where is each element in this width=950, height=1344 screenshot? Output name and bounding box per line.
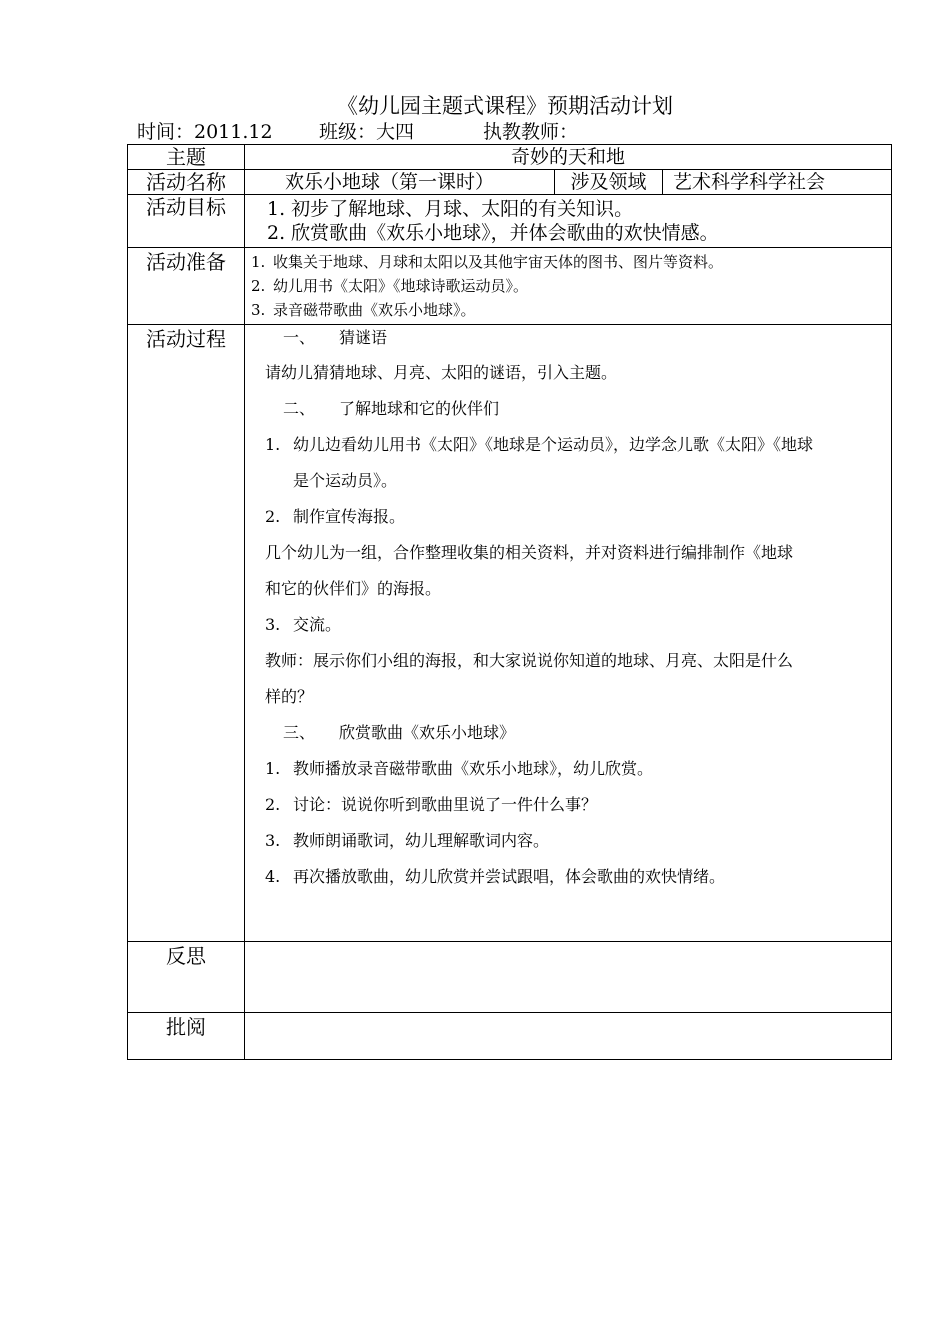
row-review — [128, 1013, 892, 1060]
process-item-continued: 是个运动员》。 — [293, 471, 398, 490]
process-item: 1. 教师播放录音磁带歌曲《欢乐小地球》，幼儿欣赏。 — [265, 759, 654, 778]
goals-label: 活动目标 — [128, 195, 245, 248]
prep-item: 1. 收集关于地球、月球和太阳以及其他宇宙天体的图书、图片等资料。 — [251, 253, 724, 271]
process-item: 2. 讨论：说说你听到歌曲里说了一件什么事？ — [265, 795, 598, 814]
process-item: 3. 教师朗诵歌词，幼儿理解歌词内容。 — [265, 831, 550, 850]
activity-name-value: 欢乐小地球（第一课时） — [245, 170, 555, 195]
process-item: 4. 再次播放歌曲，幼儿欣赏并尝试跟唱，体会歌曲的欢快情绪。 — [265, 867, 726, 886]
goals-cell — [245, 195, 892, 248]
process-text: 教师：展示你们小组的海报，和大家说说你知道的地球、月亮、太阳是什么 — [265, 651, 794, 670]
preparation-label: 活动准备 — [128, 248, 245, 325]
process-label: 活动过程 — [128, 325, 245, 942]
prep-item: 3. 录音磁带歌曲《欢乐小地球》。 — [251, 301, 476, 319]
row-preparation — [128, 248, 892, 325]
row-activity-name — [128, 170, 892, 195]
reflection-cell — [245, 942, 892, 1013]
theme-label: 主题 — [128, 145, 245, 170]
domain-label: 涉及领域 — [555, 170, 663, 195]
row-goals — [128, 195, 892, 248]
theme-value: 奇妙的天和地 — [245, 145, 892, 170]
preparation-cell — [245, 248, 892, 325]
page-title: 《幼儿园主题式课程》预期活动计划 — [337, 94, 673, 118]
domain-value: 艺术科学科学社会 — [663, 170, 892, 195]
row-theme — [128, 145, 892, 170]
process-item: 2. 制作宣传海报。 — [265, 507, 406, 526]
activity-name-label: 活动名称 — [128, 170, 245, 195]
process-cell — [245, 325, 892, 942]
goal-item: 2. 欣赏歌曲《欢乐小地球》，并体会歌曲的欢快情感。 — [267, 222, 719, 244]
meta-line — [137, 120, 578, 144]
process-text: 和它的伙伴们》的海报。 — [265, 579, 442, 598]
process-text: 几个幼儿为一组，合作整理收集的相关资料，并对资料进行编排制作《地球 — [265, 543, 794, 562]
activity-plan-table — [127, 144, 892, 1060]
process-item: 3. 交流。 — [265, 615, 342, 634]
process-section-2: 二、 了解地球和它的伙伴们 — [283, 399, 500, 418]
process-section-1: 一、 猜谜语 — [283, 328, 388, 347]
review-cell — [245, 1013, 892, 1060]
process-text: 请幼儿猜猜地球、月亮、太阳的谜语，引入主题。 — [265, 363, 618, 382]
goal-item: 1. 初步了解地球、月球、太阳的有关知识。 — [267, 198, 634, 220]
row-reflection — [128, 942, 892, 1013]
process-item: 1. 幼儿边看幼儿用书《太阳》《地球是个运动员》，边学念儿歌《太阳》《地球 — [265, 435, 814, 454]
process-text: 样的？ — [265, 687, 314, 706]
process-section-3: 三、 欣赏歌曲《欢乐小地球》 — [283, 723, 516, 742]
meta-time: 时间：2011.12 — [137, 121, 273, 143]
meta-teacher: 执教教师： — [483, 121, 579, 143]
meta-class: 班级：大四 — [319, 121, 415, 143]
prep-item: 2. 幼儿用书《太阳》《地球诗歌运动员》。 — [251, 277, 529, 295]
row-process — [128, 325, 892, 942]
review-label: 批阅 — [128, 1013, 245, 1060]
reflection-label: 反思 — [128, 942, 245, 1013]
